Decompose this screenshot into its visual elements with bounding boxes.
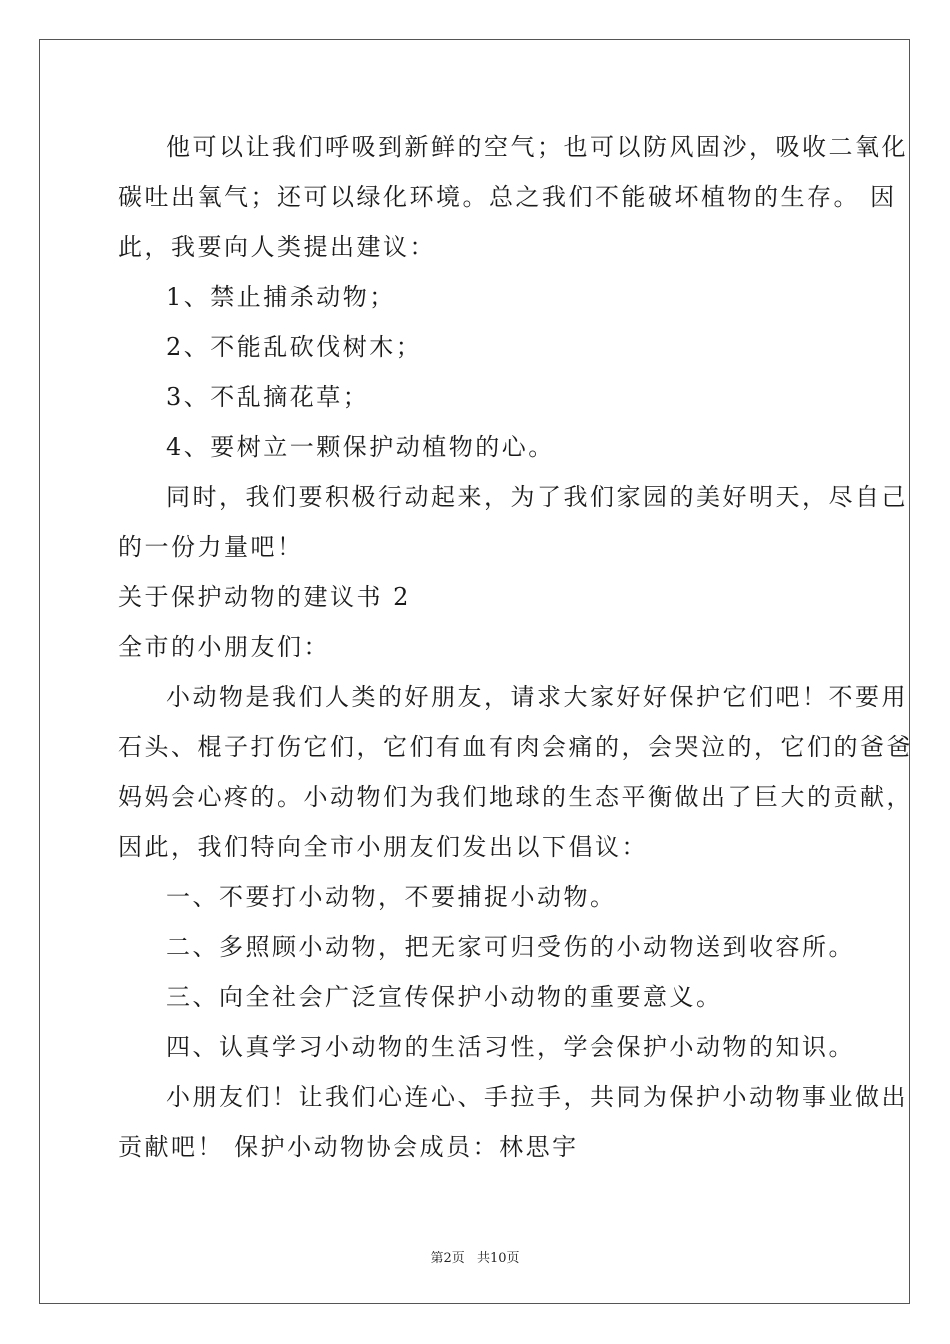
- list-item: 一、不要打小动物，不要捕捉小动物。: [166, 883, 617, 911]
- document-body: [118, 122, 913, 1172]
- paragraph-line: 他可以让我们呼吸到新鲜的空气；也可以防风固沙，吸收二氧化: [166, 133, 908, 161]
- list-item: 3、不乱摘花草；: [166, 383, 370, 411]
- paragraph-line: 碳吐出氧气；还可以绿化环境。总之我们不能破坏植物的生存。 因: [118, 183, 897, 211]
- list-item: 四、认真学习小动物的生活习性，学会保护小动物的知识。: [166, 1033, 855, 1061]
- paragraph-line: 此，我要向人类提出建议：: [118, 233, 436, 261]
- paragraph-line: 贡献吧！ 保护小动物协会成员：林思宇: [118, 1133, 579, 1161]
- paragraph-line: 石头、棍子打伤它们，它们有血有肉会痛的，会哭泣的，它们的爸爸: [118, 733, 913, 761]
- list-item: 三、向全社会广泛宣传保护小动物的重要意义。: [166, 983, 723, 1011]
- list-item: 1、禁止捕杀动物；: [166, 283, 396, 311]
- paragraph-line: 因此，我们特向全市小朋友们发出以下倡议：: [118, 833, 648, 861]
- page-footer: [0, 1247, 950, 1266]
- list-item: 二、多照顾小动物，把无家可归受伤的小动物送到收容所。: [166, 933, 855, 961]
- page-total: 共10页: [476, 1251, 520, 1266]
- section-title: 关于保护动物的建议书 2: [118, 583, 411, 611]
- salutation: 全市的小朋友们：: [118, 633, 330, 661]
- paragraph-line: 的一份力量吧！: [118, 533, 304, 561]
- paragraph-line: 同时，我们要积极行动起来，为了我们家园的美好明天，尽自己: [166, 483, 908, 511]
- list-item: 2、不能乱砍伐树木；: [166, 333, 423, 361]
- page-number: 第2页: [430, 1251, 465, 1266]
- paragraph-line: 小朋友们！让我们心连心、手拉手，共同为保护小动物事业做出: [166, 1083, 908, 1111]
- paragraph-line: 小动物是我们人类的好朋友，请求大家好好保护它们吧！不要用: [166, 683, 908, 711]
- list-item: 4、要树立一颗保护动植物的心。: [166, 433, 555, 461]
- paragraph-line: 妈妈会心疼的。小动物们为我们地球的生态平衡做出了巨大的贡献，: [118, 783, 913, 811]
